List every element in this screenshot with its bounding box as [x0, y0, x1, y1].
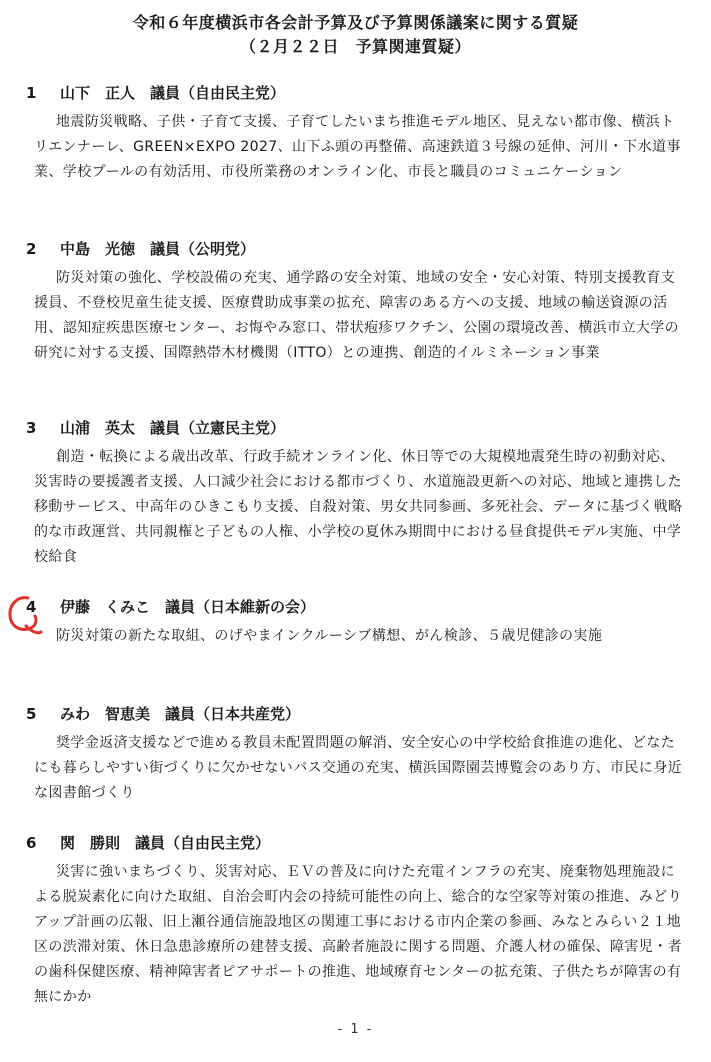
member-name: みわ 智恵美 — [60, 705, 151, 723]
entry-heading-4 — [26, 596, 315, 617]
member-role: 議員 — [165, 598, 196, 616]
entry-number: 3 — [26, 419, 37, 437]
document-subtitle: （２月２２日 予算関連質疑） — [239, 37, 471, 56]
entry-heading-2 — [26, 238, 255, 259]
member-party: （自由民主党） — [180, 84, 286, 102]
member-role: 議員 — [150, 419, 181, 437]
entry-number: 6 — [26, 834, 37, 852]
entry-topics-6: 災害に強いまちづくり、災害対応、ＥＶの普及に向けた充電インフラの充実、廃棄物処理施設による脱炭素化に向けた取組、自治会町内会の持続可能性の向上、総合的な空家等対策の推進、みどりアップ計画の広報、旧上瀬谷通信施設地区の関連工事における市内企業の参画、みなとみらい２１地区の渋滞対策、休日急患診療所の建替支援、高齢者施設に関する問題、介護人材の確保、障害児・者の歯科保健医療、精神障害者ピアサポートの推進、地域療育センターの拡充策、子供たちが障害の有無にかか — [34, 864, 682, 1005]
member-name: 山下 正人 — [60, 84, 136, 102]
entry-heading-6 — [26, 832, 270, 853]
entry-topics-1: 地震防災戦略、子供・子育て支援、子育てしたいまち推進モデル地区、見えない都市像、横浜トリエンナーレ、GREEN×EXPO 2027、山下ふ頭の再整備、高速鉄道３号線の延伸、河川・下水道事業、学校プールの有効活用、市役所業務のオンライン化、市長と職員のコミュニケーション — [34, 114, 681, 180]
document-title: 令和６年度横浜市各会計予算及び予算関係議案に関する質疑 — [132, 13, 579, 32]
member-party: （立憲民主党） — [180, 419, 286, 437]
page-number: - 1 - — [337, 1022, 374, 1037]
member-name: 関 勝則 — [60, 834, 121, 852]
entry-heading-3 — [26, 417, 285, 438]
entry-number: 2 — [26, 240, 37, 258]
member-role: 議員 — [150, 84, 181, 102]
member-role: 議員 — [150, 240, 181, 258]
member-party: （日本共産党） — [195, 705, 301, 723]
entry-number: 5 — [26, 705, 37, 723]
entry-topics-5: 奨学金返済支援などで進める教員未配置問題の解消、安全安心の中学校給食推進の進化、どなたにも暮らしやすい街づくりに欠かせないバス交通の充実、横浜国際園芸博覧会のあり方、市民に身近な図書館づくり — [34, 735, 682, 801]
member-name: 山浦 英太 — [60, 419, 136, 437]
entry-topics-2: 防災対策の強化、学校設備の充実、通学路の安全対策、地域の安全・安心対策、特別支援教育支援員、不登校児童生徒支援、医療費助成事業の拡充、障害のある方への支援、地域の輸送資源の活用、認知症疾患医療センター、お悔やみ窓口、帯状疱疹ワクチン、公園の環境改善、横浜市立大学の研究に対する支援、国際熱帯木材機関（ITTO）との連携、創造的イルミネーション事業 — [34, 270, 680, 361]
entry-number: 1 — [26, 84, 37, 102]
member-role: 議員 — [135, 834, 166, 852]
entry-topics-3: 創造・転換による歳出改革、行政手続オンライン化、休日等での大規模地震発生時の初動対応、災害時の要援護者支援、人口減少社会における都市づくり、水道施設更新への対応、地域と連携した移動サービス、中高年のひきこもり支援、自殺対策、男女共同参画、多死社会、データに基づく戦略的な市政運営、共同親権と子どもの人権、小学校の夏休み期間中における昼食提供モデル実施、中学校給食 — [34, 449, 683, 565]
member-party: （公明党） — [180, 240, 256, 258]
entry-number: 4 — [26, 598, 37, 616]
member-party: （日本維新の会） — [195, 598, 316, 616]
entry-topics-4: 防災対策の新たな取組、のげやまインクルーシブ構想、がん検診、５歳児健診の実施 — [56, 628, 603, 644]
member-party: （自由民主党） — [165, 834, 271, 852]
member-name: 伊藤 くみこ — [60, 598, 151, 616]
entry-heading-5 — [26, 703, 300, 724]
entry-heading-1 — [26, 82, 285, 103]
member-role: 議員 — [165, 705, 196, 723]
member-name: 中島 光徳 — [60, 240, 136, 258]
